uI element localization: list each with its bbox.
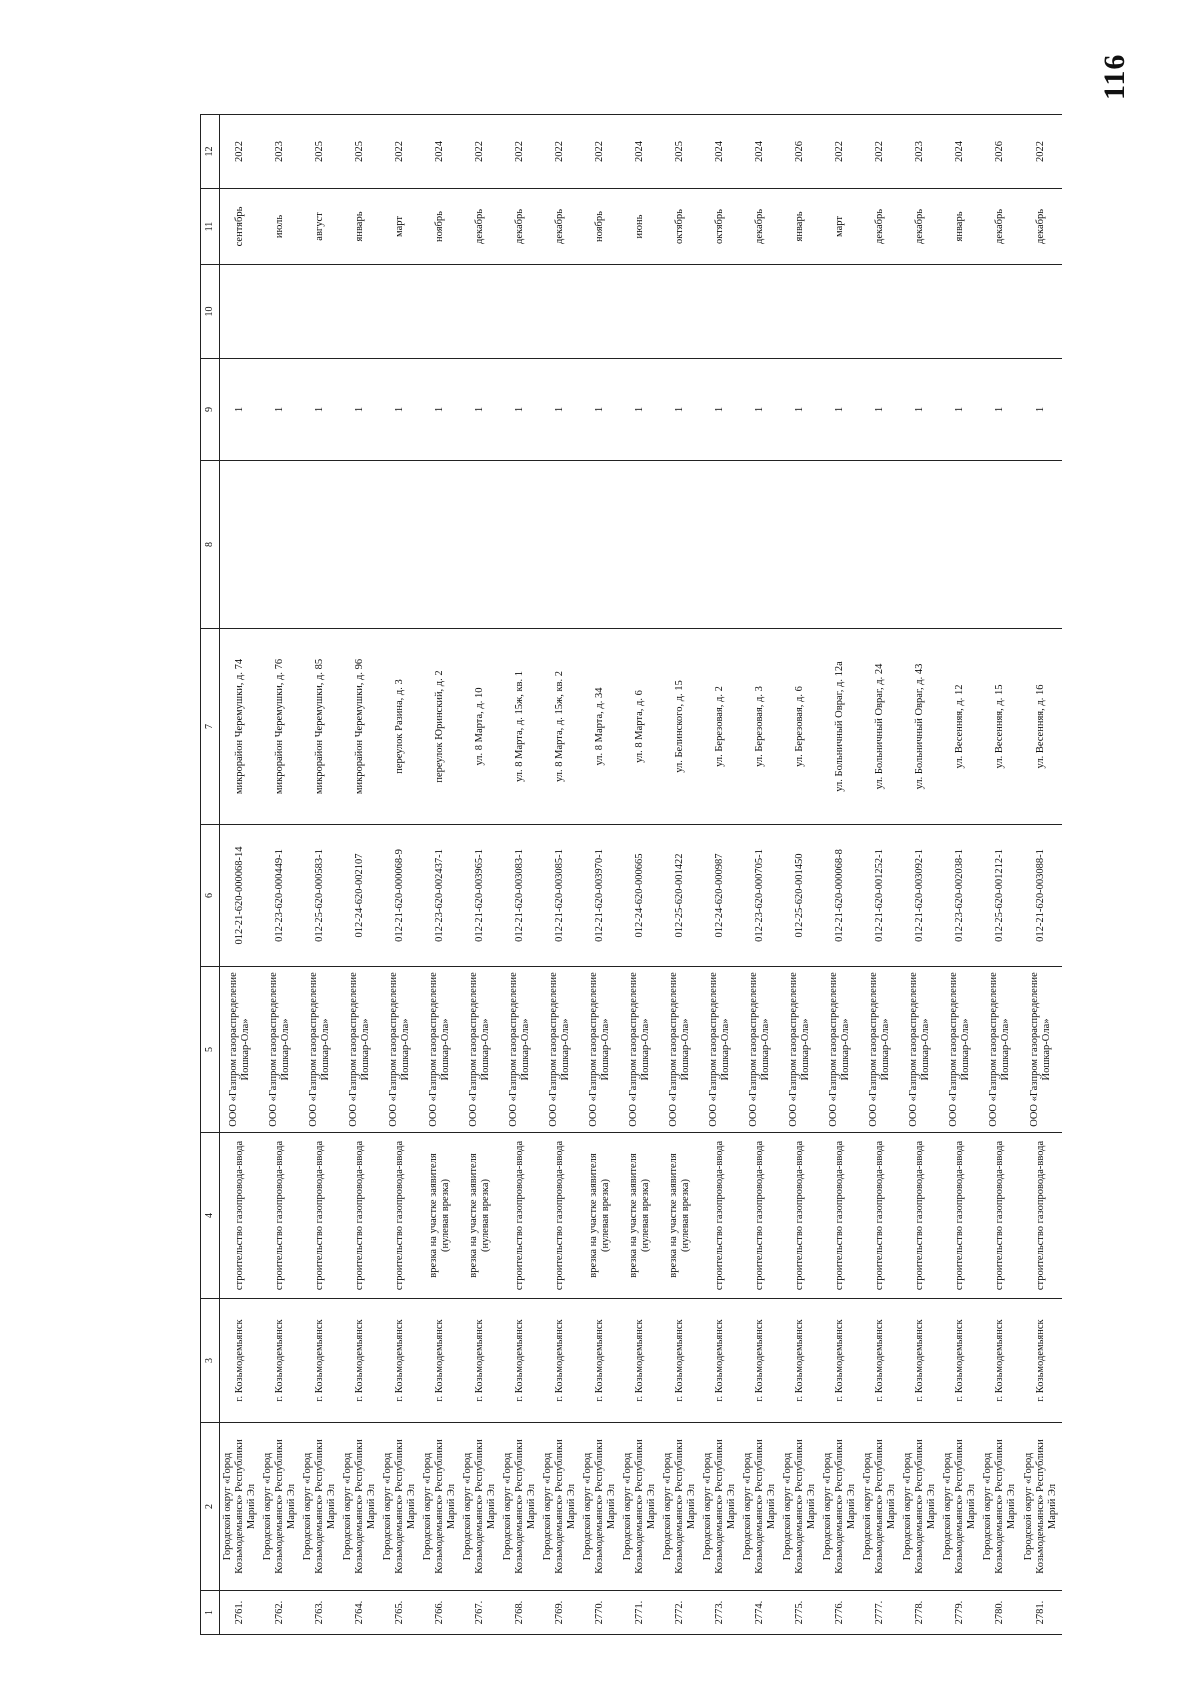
quantity: 1 xyxy=(620,359,660,461)
registration-code: 012-23-620-002437-1 xyxy=(420,825,460,967)
col-10 xyxy=(740,265,780,359)
year: 2023 xyxy=(900,115,940,189)
municipality: Городской округ «Город Козьмодемьянск» Республики Марий Эл xyxy=(580,1423,620,1591)
col-10 xyxy=(860,265,900,359)
month: декабрь xyxy=(500,189,540,265)
organization: ООО «Газпром газораспределение Йошкар-Ола» xyxy=(260,967,300,1133)
organization: ООО «Газпром газораспределение Йошкар-Ола» xyxy=(460,967,500,1133)
organization: ООО «Газпром газораспределение Йошкар-Ола» xyxy=(220,967,261,1133)
year: 2022 xyxy=(1020,115,1062,189)
organization: ООО «Газпром газораспределение Йошкар-Ола» xyxy=(380,967,420,1133)
organization: ООО «Газпром газораспределение Йошкар-Ола» xyxy=(660,967,700,1133)
settlement: г. Козьмодемьянск xyxy=(700,1299,740,1423)
row-number: 2777. xyxy=(860,1591,900,1635)
address: переулок Разина, д. 3 xyxy=(380,629,420,825)
settlement: г. Козьмодемьянск xyxy=(860,1299,900,1423)
table-row xyxy=(300,115,340,1635)
settlement: г. Козьмодемьянск xyxy=(660,1299,700,1423)
work-type: врезка на участке заявителя (нулевая врезка) xyxy=(580,1133,620,1299)
page-number: 116 xyxy=(1098,53,1131,100)
year: 2025 xyxy=(660,115,700,189)
row-number: 2779. xyxy=(940,1591,980,1635)
year: 2023 xyxy=(260,115,300,189)
organization: ООО «Газпром газораспределение Йошкар-Ола» xyxy=(780,967,820,1133)
table-row xyxy=(380,115,420,1635)
address: ул. 8 Марта, д. 6 xyxy=(620,629,660,825)
col-8 xyxy=(300,461,340,629)
quantity: 1 xyxy=(980,359,1020,461)
year: 2022 xyxy=(580,115,620,189)
organization: ООО «Газпром газораспределение Йошкар-Ола» xyxy=(980,967,1020,1133)
col-10 xyxy=(420,265,460,359)
row-number: 2780. xyxy=(980,1591,1020,1635)
quantity: 1 xyxy=(940,359,980,461)
address: ул. Березовая, д. 2 xyxy=(700,629,740,825)
col-10 xyxy=(940,265,980,359)
table-row xyxy=(420,115,460,1635)
year: 2024 xyxy=(620,115,660,189)
year: 2022 xyxy=(820,115,860,189)
municipality: Городской округ «Город Козьмодемьянск» Республики Марий Эл xyxy=(300,1423,340,1591)
month: декабрь xyxy=(740,189,780,265)
year: 2024 xyxy=(420,115,460,189)
registration-code: 012-21-620-003085-1 xyxy=(540,825,580,967)
column-header-11: 11 xyxy=(201,189,220,265)
rotated-table-area xyxy=(200,115,1190,1635)
quantity: 1 xyxy=(460,359,500,461)
col-8 xyxy=(420,461,460,629)
year: 2022 xyxy=(380,115,420,189)
row-number: 2767. xyxy=(460,1591,500,1635)
work-type: строительство газопровода-ввода xyxy=(220,1133,261,1299)
address: ул. 8 Марта, д. 15ж, кв. 1 xyxy=(500,629,540,825)
row-number: 2761. xyxy=(220,1591,261,1635)
address: переулок Юринский, д. 2 xyxy=(420,629,460,825)
address: микрорайон Черемушки, д. 74 xyxy=(220,629,261,825)
quantity: 1 xyxy=(380,359,420,461)
row-number: 2776. xyxy=(820,1591,860,1635)
month: август xyxy=(300,189,340,265)
table-row xyxy=(580,115,620,1635)
month: июнь xyxy=(620,189,660,265)
settlement: г. Козьмодемьянск xyxy=(580,1299,620,1423)
quantity: 1 xyxy=(300,359,340,461)
row-number: 2768. xyxy=(500,1591,540,1635)
settlement: г. Козьмодемьянск xyxy=(740,1299,780,1423)
work-type: строительство газопровода-ввода xyxy=(860,1133,900,1299)
work-type: строительство газопровода-ввода xyxy=(780,1133,820,1299)
col-8 xyxy=(380,461,420,629)
col-8 xyxy=(780,461,820,629)
quantity: 1 xyxy=(900,359,940,461)
month: март xyxy=(820,189,860,265)
month: январь xyxy=(940,189,980,265)
quantity: 1 xyxy=(540,359,580,461)
col-10 xyxy=(500,265,540,359)
municipality: Городской округ «Город Козьмодемьянск» Республики Марий Эл xyxy=(740,1423,780,1591)
work-type: строительство газопровода-ввода xyxy=(700,1133,740,1299)
settlement: г. Козьмодемьянск xyxy=(460,1299,500,1423)
month: март xyxy=(380,189,420,265)
organization: ООО «Газпром газораспределение Йошкар-Ола» xyxy=(1020,967,1062,1133)
quantity: 1 xyxy=(660,359,700,461)
registration-code: 012-21-620-003083-1 xyxy=(500,825,540,967)
row-number: 2778. xyxy=(900,1591,940,1635)
municipality: Городской округ «Город Козьмодемьянск» Республики Марий Эл xyxy=(700,1423,740,1591)
column-header-7: 7 xyxy=(201,629,220,825)
month: декабрь xyxy=(460,189,500,265)
work-type: врезка на участке заявителя (нулевая врезка) xyxy=(660,1133,700,1299)
work-type: строительство газопровода-ввода xyxy=(540,1133,580,1299)
table-row xyxy=(660,115,700,1635)
settlement: г. Козьмодемьянск xyxy=(940,1299,980,1423)
municipality: Городской округ «Город Козьмодемьянск» Республики Марий Эл xyxy=(620,1423,660,1591)
year: 2024 xyxy=(940,115,980,189)
year: 2026 xyxy=(780,115,820,189)
year: 2025 xyxy=(340,115,380,189)
organization: ООО «Газпром газораспределение Йошкар-Ола» xyxy=(820,967,860,1133)
row-number: 2775. xyxy=(780,1591,820,1635)
table-row xyxy=(620,115,660,1635)
col-10 xyxy=(620,265,660,359)
col-8 xyxy=(460,461,500,629)
col-8 xyxy=(860,461,900,629)
month: июль xyxy=(260,189,300,265)
organization: ООО «Газпром газораспределение Йошкар-Ола» xyxy=(740,967,780,1133)
organization: ООО «Газпром газораспределение Йошкар-Ола» xyxy=(700,967,740,1133)
municipality: Городской округ «Город Козьмодемьянск» Республики Марий Эл xyxy=(660,1423,700,1591)
work-type: строительство газопровода-ввода xyxy=(940,1133,980,1299)
registration-code: 012-21-620-003970-1 xyxy=(580,825,620,967)
registration-code: 012-21-620-000068-14 xyxy=(220,825,261,967)
work-type: строительство газопровода-ввода xyxy=(900,1133,940,1299)
col-8 xyxy=(580,461,620,629)
address: ул. Березовая, д. 3 xyxy=(740,629,780,825)
quantity: 1 xyxy=(860,359,900,461)
organization: ООО «Газпром газораспределение Йошкар-Ола» xyxy=(860,967,900,1133)
settlement: г. Козьмодемьянск xyxy=(1020,1299,1062,1423)
work-type: строительство газопровода-ввода xyxy=(340,1133,380,1299)
col-8 xyxy=(700,461,740,629)
organization: ООО «Газпром газораспределение Йошкар-Ола» xyxy=(620,967,660,1133)
registration-code: 012-25-620-001450 xyxy=(780,825,820,967)
col-10 xyxy=(980,265,1020,359)
organization: ООО «Газпром газораспределение Йошкар-Ола» xyxy=(300,967,340,1133)
settlement: г. Козьмодемьянск xyxy=(980,1299,1020,1423)
organization: ООО «Газпром газораспределение Йошкар-Ола» xyxy=(540,967,580,1133)
table-row xyxy=(940,115,980,1635)
quantity: 1 xyxy=(780,359,820,461)
col-8 xyxy=(740,461,780,629)
address: ул. Больничный Овраг, д. 24 xyxy=(860,629,900,825)
registration-code: 012-23-620-000705-1 xyxy=(740,825,780,967)
month: октябрь xyxy=(660,189,700,265)
quantity: 1 xyxy=(740,359,780,461)
address: микрорайон Черемушки, д. 76 xyxy=(260,629,300,825)
col-10 xyxy=(300,265,340,359)
year: 2024 xyxy=(700,115,740,189)
registration-code: 012-21-620-003965-1 xyxy=(460,825,500,967)
col-8 xyxy=(940,461,980,629)
year: 2025 xyxy=(300,115,340,189)
col-10 xyxy=(900,265,940,359)
work-type: строительство газопровода-ввода xyxy=(1020,1133,1062,1299)
quantity: 1 xyxy=(820,359,860,461)
quantity: 1 xyxy=(260,359,300,461)
quantity: 1 xyxy=(340,359,380,461)
quantity: 1 xyxy=(700,359,740,461)
column-header-1: 1 xyxy=(201,1591,220,1635)
col-8 xyxy=(500,461,540,629)
col-10 xyxy=(460,265,500,359)
registration-code: 012-21-620-003092-1 xyxy=(900,825,940,967)
settlement: г. Козьмодемьянск xyxy=(620,1299,660,1423)
settlement: г. Козьмодемьянск xyxy=(300,1299,340,1423)
work-type: строительство газопровода-ввода xyxy=(500,1133,540,1299)
column-number-row xyxy=(201,115,220,1635)
month: декабрь xyxy=(860,189,900,265)
municipality: Городской округ «Город Козьмодемьянск» Республики Марий Эл xyxy=(900,1423,940,1591)
municipality: Городской округ «Город Козьмодемьянск» Республики Марий Эл xyxy=(380,1423,420,1591)
row-number: 2781. xyxy=(1020,1591,1062,1635)
work-type: строительство газопровода-ввода xyxy=(980,1133,1020,1299)
col-10 xyxy=(700,265,740,359)
column-header-4: 4 xyxy=(201,1133,220,1299)
settlement: г. Козьмодемьянск xyxy=(540,1299,580,1423)
address: микрорайон Черемушки, д. 96 xyxy=(340,629,380,825)
month: декабрь xyxy=(540,189,580,265)
settlement: г. Козьмодемьянск xyxy=(420,1299,460,1423)
col-10 xyxy=(380,265,420,359)
municipality: Городской округ «Город Козьмодемьянск» Республики Марий Эл xyxy=(500,1423,540,1591)
work-type: строительство газопровода-ввода xyxy=(740,1133,780,1299)
municipality: Городской округ «Город Козьмодемьянск» Республики Марий Эл xyxy=(940,1423,980,1591)
row-number: 2766. xyxy=(420,1591,460,1635)
registration-code: 012-24-620-000665 xyxy=(620,825,660,967)
col-10 xyxy=(340,265,380,359)
organization: ООО «Газпром газораспределение Йошкар-Ола» xyxy=(580,967,620,1133)
column-header-2: 2 xyxy=(201,1423,220,1591)
col-8 xyxy=(220,461,261,629)
table-body xyxy=(220,115,1063,1635)
table-row xyxy=(740,115,780,1635)
address: ул. Больничный Овраг, д. 43 xyxy=(900,629,940,825)
table-row xyxy=(260,115,300,1635)
table-row xyxy=(900,115,940,1635)
table-row xyxy=(460,115,500,1635)
month: декабрь xyxy=(980,189,1020,265)
address: ул. 8 Марта, д. 15ж, кв. 2 xyxy=(540,629,580,825)
organization: ООО «Газпром газораспределение Йошкар-Ола» xyxy=(940,967,980,1133)
quantity: 1 xyxy=(420,359,460,461)
col-10 xyxy=(580,265,620,359)
settlement: г. Козьмодемьянск xyxy=(340,1299,380,1423)
address: ул. Белинского, д. 15 xyxy=(660,629,700,825)
column-header-9: 9 xyxy=(201,359,220,461)
table-row xyxy=(820,115,860,1635)
municipality: Городской округ «Город Козьмодемьянск» Республики Марий Эл xyxy=(980,1423,1020,1591)
address: ул. Березовая, д. 6 xyxy=(780,629,820,825)
month: ноябрь xyxy=(580,189,620,265)
column-header-10: 10 xyxy=(201,265,220,359)
organization: ООО «Газпром газораспределение Йошкар-Ола» xyxy=(340,967,380,1133)
col-8 xyxy=(660,461,700,629)
municipality: Городской округ «Город Козьмодемьянск» Республики Марий Эл xyxy=(860,1423,900,1591)
month: октябрь xyxy=(700,189,740,265)
settlement: г. Козьмодемьянск xyxy=(500,1299,540,1423)
column-header-3: 3 xyxy=(201,1299,220,1423)
month: январь xyxy=(780,189,820,265)
registration-code: 012-21-620-003088-1 xyxy=(1020,825,1062,967)
year: 2022 xyxy=(220,115,261,189)
registration-code: 012-23-620-000449-1 xyxy=(260,825,300,967)
year: 2022 xyxy=(500,115,540,189)
col-8 xyxy=(340,461,380,629)
organization: ООО «Газпром газораспределение Йошкар-Ола» xyxy=(500,967,540,1133)
row-number: 2763. xyxy=(300,1591,340,1635)
quantity: 1 xyxy=(1020,359,1062,461)
address: ул. Весенняя, д. 15 xyxy=(980,629,1020,825)
settlement: г. Козьмодемьянск xyxy=(260,1299,300,1423)
table-row xyxy=(220,115,261,1635)
work-type: строительство газопровода-ввода xyxy=(820,1133,860,1299)
registration-code: 012-25-620-001422 xyxy=(660,825,700,967)
municipality: Городской округ «Город Козьмодемьянск» Республики Марий Эл xyxy=(260,1423,300,1591)
column-header-5: 5 xyxy=(201,967,220,1133)
address: микрорайон Черемушки, д. 85 xyxy=(300,629,340,825)
table-row xyxy=(780,115,820,1635)
col-10 xyxy=(780,265,820,359)
month: декабрь xyxy=(1020,189,1062,265)
table-row xyxy=(540,115,580,1635)
column-header-12: 12 xyxy=(201,115,220,189)
table-row xyxy=(860,115,900,1635)
address: ул. Весенняя, д. 16 xyxy=(1020,629,1062,825)
registration-code: 012-25-620-000583-1 xyxy=(300,825,340,967)
quantity: 1 xyxy=(500,359,540,461)
month: январь xyxy=(340,189,380,265)
col-10 xyxy=(1020,265,1062,359)
row-number: 2770. xyxy=(580,1591,620,1635)
col-8 xyxy=(820,461,860,629)
year: 2024 xyxy=(740,115,780,189)
organization: ООО «Газпром газораспределение Йошкар-Ола» xyxy=(420,967,460,1133)
municipality: Городской округ «Город Козьмодемьянск» Республики Марий Эл xyxy=(340,1423,380,1591)
column-header-8: 8 xyxy=(201,461,220,629)
col-8 xyxy=(900,461,940,629)
year: 2022 xyxy=(460,115,500,189)
table-row xyxy=(1020,115,1062,1635)
work-type: врезка на участке заявителя (нулевая врезка) xyxy=(620,1133,660,1299)
row-number: 2765. xyxy=(380,1591,420,1635)
row-number: 2762. xyxy=(260,1591,300,1635)
row-number: 2774. xyxy=(740,1591,780,1635)
col-10 xyxy=(540,265,580,359)
col-8 xyxy=(540,461,580,629)
settlement: г. Козьмодемьянск xyxy=(900,1299,940,1423)
municipality: Городской округ «Город Козьмодемьянск» Республики Марий Эл xyxy=(420,1423,460,1591)
registration-code: 012-21-620-000068-8 xyxy=(820,825,860,967)
municipality: Городской округ «Город Козьмодемьянск» Республики Марий Эл xyxy=(1020,1423,1062,1591)
registration-code: 012-24-620-000987 xyxy=(700,825,740,967)
address: ул. 8 Марта, д. 34 xyxy=(580,629,620,825)
work-type: строительство газопровода-ввода xyxy=(380,1133,420,1299)
settlement: г. Козьмодемьянск xyxy=(820,1299,860,1423)
row-number: 2771. xyxy=(620,1591,660,1635)
address: ул. 8 Марта, д. 10 xyxy=(460,629,500,825)
year: 2022 xyxy=(540,115,580,189)
column-header-6: 6 xyxy=(201,825,220,967)
work-type: врезка на участке заявителя (нулевая врезка) xyxy=(460,1133,500,1299)
col-10 xyxy=(660,265,700,359)
col-8 xyxy=(260,461,300,629)
address: ул. Больничный Овраг, д. 12а xyxy=(820,629,860,825)
col-8 xyxy=(1020,461,1062,629)
settlement: г. Козьмодемьянск xyxy=(780,1299,820,1423)
col-10 xyxy=(820,265,860,359)
table-row xyxy=(340,115,380,1635)
row-number: 2772. xyxy=(660,1591,700,1635)
gas-connection-table xyxy=(200,114,1062,1635)
work-type: строительство газопровода-ввода xyxy=(300,1133,340,1299)
organization: ООО «Газпром газораспределение Йошкар-Ола» xyxy=(900,967,940,1133)
registration-code: 012-23-620-002038-1 xyxy=(940,825,980,967)
quantity: 1 xyxy=(220,359,261,461)
row-number: 2769. xyxy=(540,1591,580,1635)
work-type: строительство газопровода-ввода xyxy=(260,1133,300,1299)
registration-code: 012-21-620-001252-1 xyxy=(860,825,900,967)
registration-code: 012-25-620-001212-1 xyxy=(980,825,1020,967)
col-8 xyxy=(620,461,660,629)
registration-code: 012-24-620-002107 xyxy=(340,825,380,967)
municipality: Городской округ «Город Козьмодемьянск» Республики Марий Эл xyxy=(540,1423,580,1591)
table-row xyxy=(500,115,540,1635)
month: декабрь xyxy=(900,189,940,265)
quantity: 1 xyxy=(580,359,620,461)
table-row xyxy=(980,115,1020,1635)
row-number: 2773. xyxy=(700,1591,740,1635)
col-10 xyxy=(220,265,261,359)
work-type: врезка на участке заявителя (нулевая врезка) xyxy=(420,1133,460,1299)
col-8 xyxy=(980,461,1020,629)
row-number: 2764. xyxy=(340,1591,380,1635)
year: 2022 xyxy=(860,115,900,189)
settlement: г. Козьмодемьянск xyxy=(380,1299,420,1423)
registration-code: 012-21-620-000068-9 xyxy=(380,825,420,967)
month: сентябрь xyxy=(220,189,261,265)
municipality: Городской округ «Город Козьмодемьянск» Республики Марий Эл xyxy=(820,1423,860,1591)
table-row xyxy=(700,115,740,1635)
municipality: Городской округ «Город Козьмодемьянск» Республики Марий Эл xyxy=(460,1423,500,1591)
month: ноябрь xyxy=(420,189,460,265)
address: ул. Весенняя, д. 12 xyxy=(940,629,980,825)
municipality: Городской округ «Город Козьмодемьянск» Республики Марий Эл xyxy=(220,1423,261,1591)
col-10 xyxy=(260,265,300,359)
municipality: Городской округ «Город Козьмодемьянск» Республики Марий Эл xyxy=(780,1423,820,1591)
settlement: г. Козьмодемьянск xyxy=(220,1299,261,1423)
year: 2026 xyxy=(980,115,1020,189)
